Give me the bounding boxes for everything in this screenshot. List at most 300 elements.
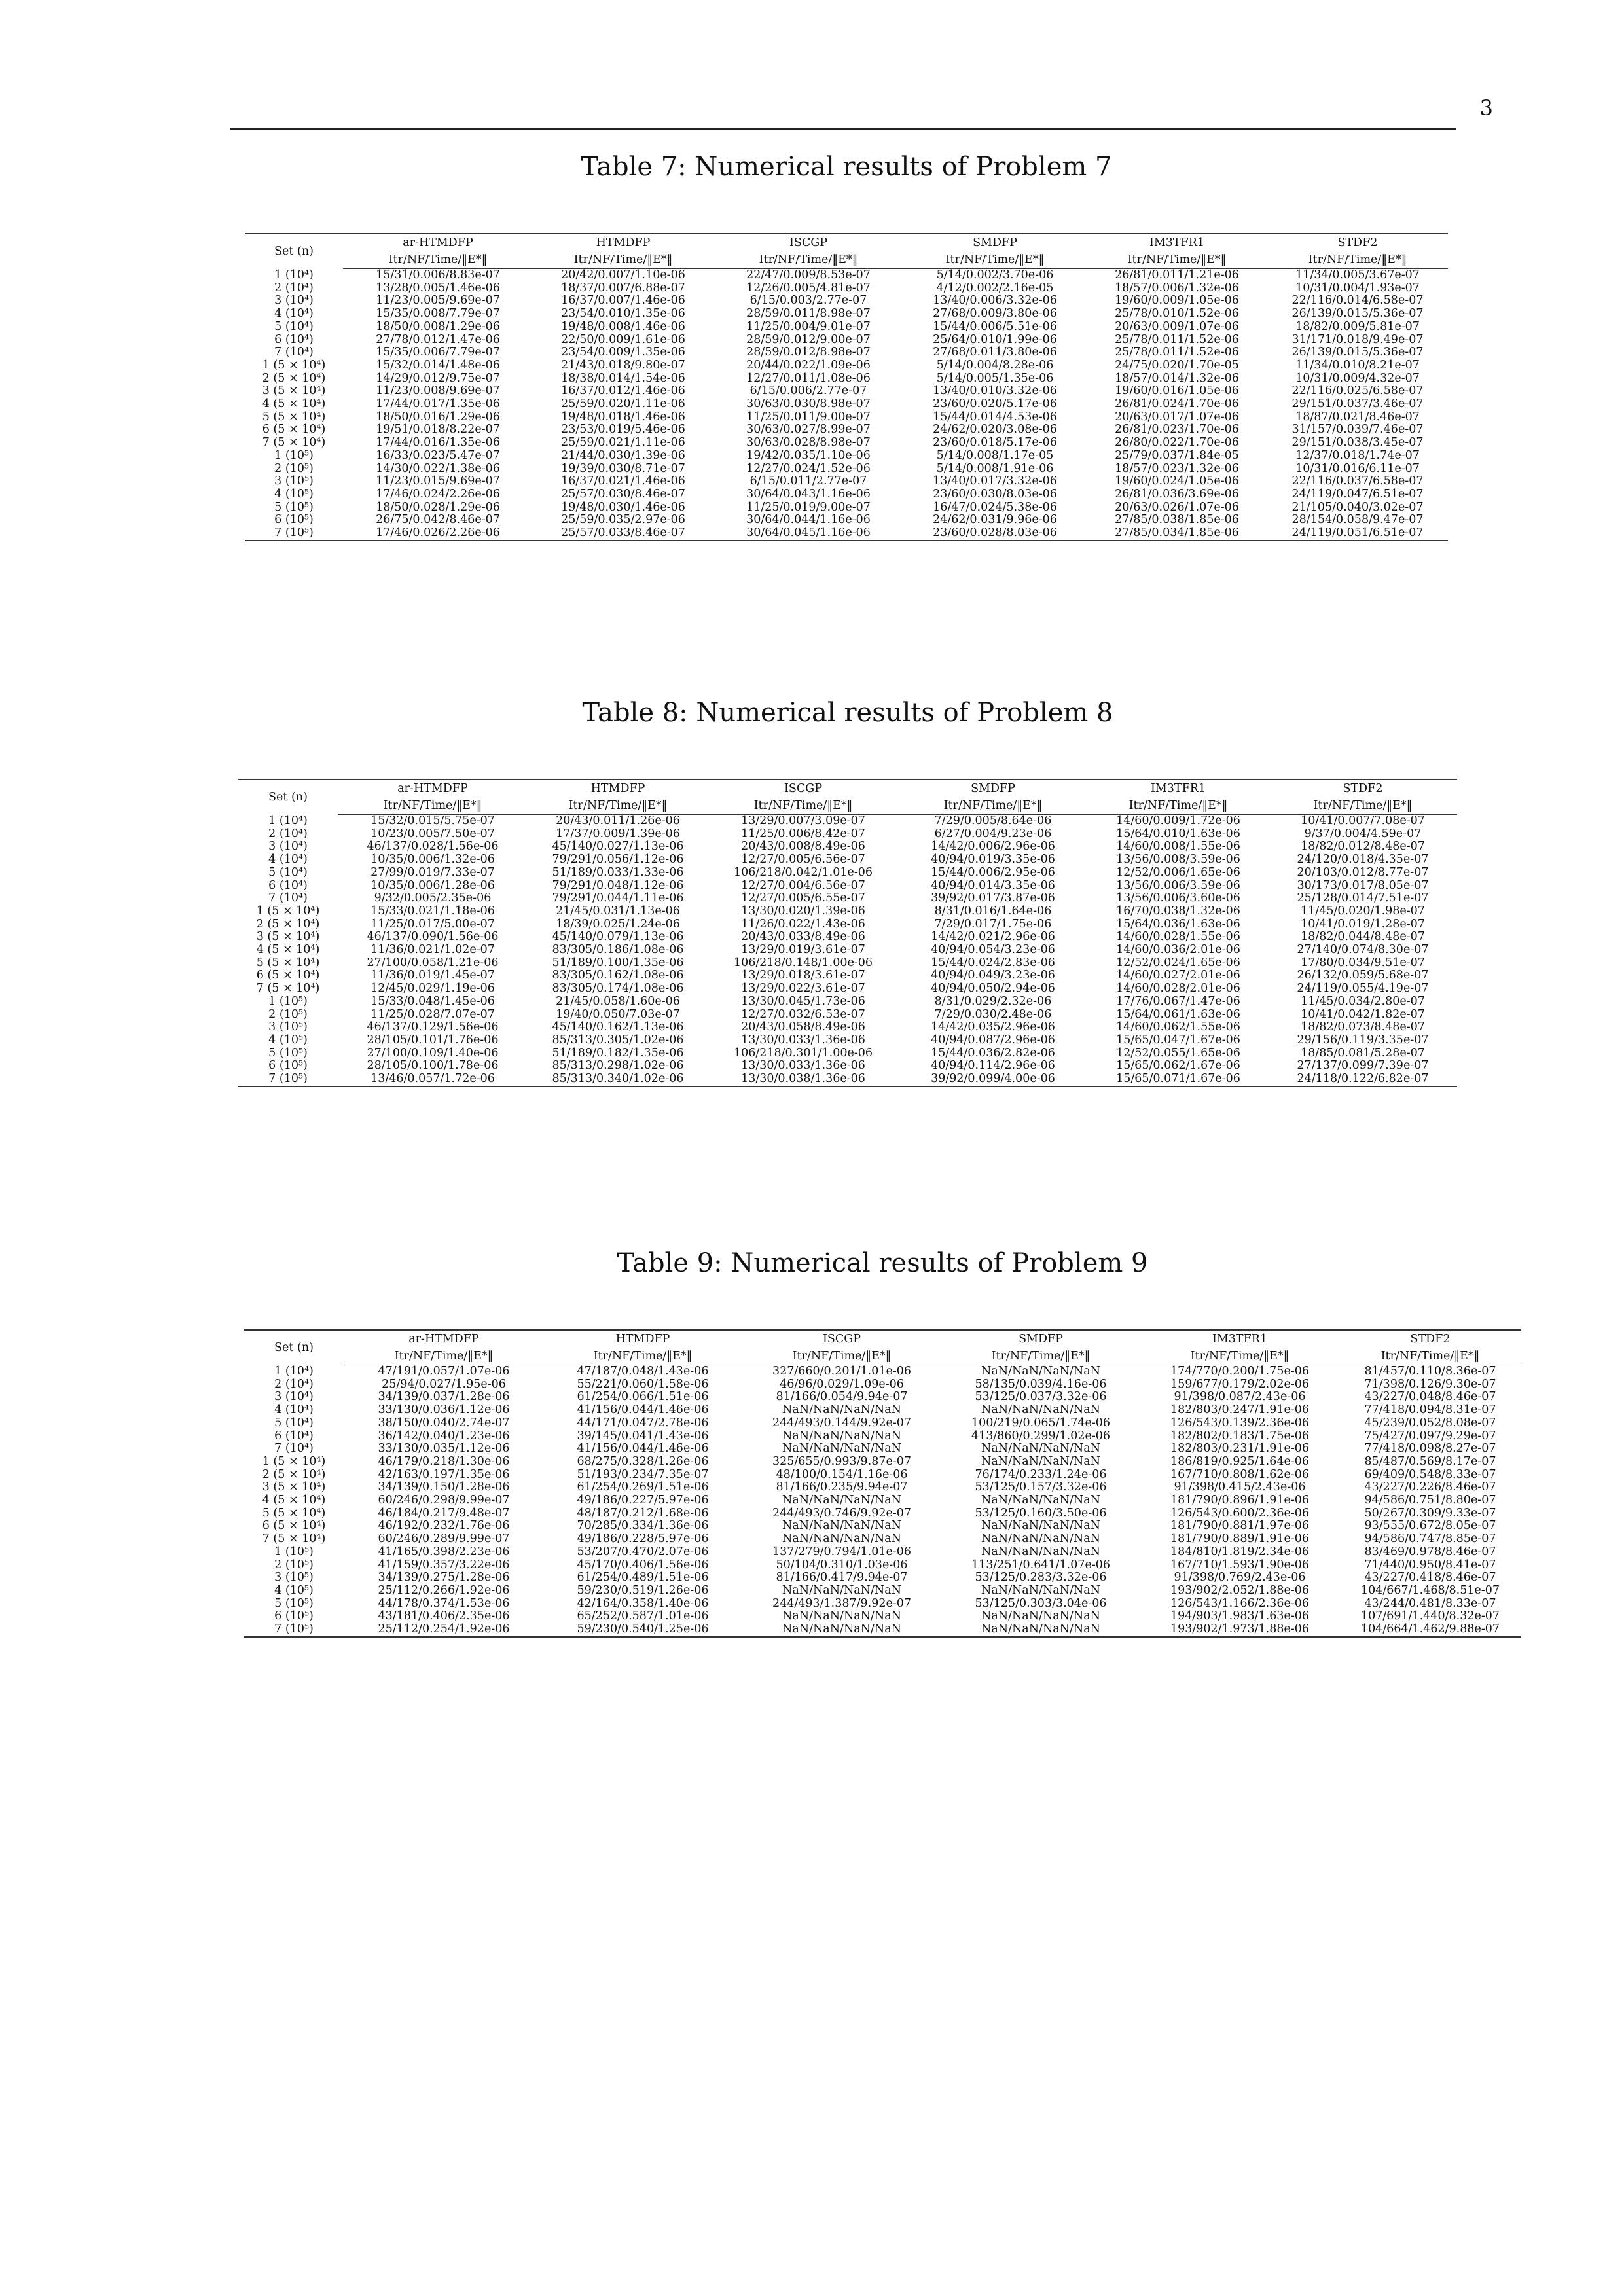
set-cell: 3 (10⁵) [274,1571,314,1585]
result-cell: 25/59/0.021/1.11e-06 [561,436,685,450]
result-cell: 41/165/0.398/2.23e-06 [378,1545,510,1558]
table-row [244,1520,1521,1533]
result-cell: 11/34/0.010/8.21e-07 [1295,358,1420,372]
result-cell: 21/45/0.058/1.60e-06 [556,994,680,1008]
table-9-section [244,1248,1521,1638]
result-cell: 11/23/0.015/9.69e-07 [376,475,500,488]
set-cell: 1 (10⁵) [268,994,308,1008]
result-cell: 11/34/0.005/3.67e-07 [1295,268,1420,281]
set-cell: 7 (5 × 10⁴) [256,982,320,996]
result-cell: 7/29/0.030/2.48e-06 [934,1007,1052,1021]
result-cell: 11/25/0.006/8.42e-07 [741,827,865,840]
result-cell: 15/44/0.014/4.53e-06 [933,410,1057,423]
result-cell: 10/31/0.016/6.11e-07 [1295,461,1420,475]
result-cell: 15/44/0.006/2.95e-06 [931,865,1055,879]
result-cell: 40/94/0.087/2.96e-06 [931,1033,1055,1047]
table-row [238,1021,1457,1034]
set-cell: 2 (10⁴) [274,281,314,295]
result-cell: 79/291/0.056/1.12e-06 [552,853,684,867]
result-cell: 43/244/0.481/8.33e-07 [1364,1596,1496,1610]
result-cell: 44/178/0.374/1.53e-06 [378,1596,510,1610]
result-cell: 18/82/0.009/5.81e-07 [1295,319,1420,333]
result-cell: 34/139/0.037/1.28e-06 [378,1390,510,1404]
table-row [244,1417,1521,1430]
set-column-header: Set (n) [244,1330,344,1365]
result-cell: 24/75/0.020/1.70e-05 [1115,358,1239,372]
set-cell: 4 (10⁴) [274,307,314,321]
results-table [245,233,1448,541]
result-cell: 40/94/0.114/2.96e-06 [931,1059,1055,1073]
table-row [238,905,1457,918]
set-cell: 5 (10⁴) [274,1416,314,1429]
result-cell: 53/125/0.303/3.04e-06 [975,1596,1107,1610]
result-cell: 40/94/0.050/2.94e-06 [931,982,1055,996]
result-cell: 85/313/0.305/1.02e-06 [552,1033,684,1047]
set-cell: 5 (5 × 10⁴) [262,1506,326,1520]
result-cell: 21/44/0.030/1.39e-06 [561,448,685,462]
table-row [238,1073,1457,1086]
result-cell: 5/14/0.008/1.17e-05 [936,448,1054,462]
method-header: HTMDFP [543,1330,742,1348]
method-header: STDF2 [1267,234,1448,251]
result-cell: 28/59/0.012/8.98e-07 [746,346,871,359]
table-row [244,1443,1521,1456]
result-cell: 26/81/0.023/1.70e-06 [1115,423,1239,437]
result-cell: NaN/NaN/NaN/NaN [981,1583,1100,1597]
set-cell: 1 (5 × 10⁴) [262,1454,326,1468]
set-cell: 2 (10⁵) [268,1007,308,1021]
result-cell: 51/193/0.234/7.35e-07 [577,1467,709,1481]
result-cell: NaN/NaN/NaN/NaN [941,1623,1140,1637]
result-cell: 25/128/0.014/7.51e-07 [1297,891,1429,905]
set-cell: 7 (10⁵) [244,1623,344,1637]
result-cell: 20/63/0.017/1.07e-06 [1115,410,1239,423]
result-cell: 28/105/0.100/1.78e-06 [367,1059,499,1073]
result-cell: 20/43/0.008/8.49e-06 [741,840,865,853]
method-header: IM3TFR1 [1087,234,1267,251]
result-cell: 15/35/0.006/7.79e-07 [376,346,500,359]
result-cell: 17/76/0.067/1.47e-06 [1116,994,1240,1008]
result-cell: 106/218/0.301/1.00e-06 [733,1046,873,1060]
result-cell: 13/29/0.007/3.09e-07 [741,814,865,827]
set-cell: 6 (5 × 10⁴) [262,1519,326,1533]
result-cell: 21/43/0.018/9.80e-07 [561,358,685,372]
result-cell: 25/112/0.254/1.92e-06 [344,1623,543,1637]
set-cell: 5 (10⁴) [268,865,308,879]
table-row [245,295,1448,308]
table-row [245,501,1448,514]
result-cell: 18/50/0.028/1.29e-06 [376,500,500,514]
result-cell: 20/103/0.012/8.77e-07 [1297,865,1429,879]
result-cell: 186/819/0.925/1.64e-06 [1170,1454,1310,1468]
result-cell: 23/54/0.010/1.35e-06 [561,307,685,321]
result-cell: NaN/NaN/NaN/NaN [742,1623,941,1637]
result-cell: 59/230/0.519/1.26e-06 [577,1583,709,1597]
result-cell: 29/151/0.038/3.45e-07 [1291,436,1424,450]
result-cell: NaN/NaN/NaN/NaN [782,1609,901,1623]
set-cell: 3 (5 × 10⁴) [262,1480,326,1494]
result-cell: 13/30/0.038/1.36e-06 [708,1073,898,1086]
set-cell: 3 (5 × 10⁴) [256,930,320,944]
table-row [245,282,1448,295]
result-cell: 24/119/0.055/4.19e-07 [1297,982,1429,996]
metric-subheader: Itr/NF/Time/‖E*‖ [1339,1348,1521,1365]
result-cell: 91/398/0.769/2.43e-06 [1174,1571,1306,1585]
table-row [244,1404,1521,1417]
result-cell: 17/37/0.009/1.39e-06 [556,827,680,840]
set-cell: 7 (10⁴) [274,1442,314,1456]
table-row [245,321,1448,334]
result-cell: 15/33/0.021/1.18e-06 [370,904,495,918]
set-cell: 7 (10⁵) [238,1073,338,1086]
result-cell: 83/305/0.174/1.08e-06 [552,982,684,996]
metric-subheader: Itr/NF/Time/‖E*‖ [343,251,533,269]
table-row [238,1009,1457,1022]
table-row [245,514,1448,527]
result-cell: 12/27/0.032/6.53e-07 [741,1007,865,1021]
method-header: SMDFP [903,234,1087,251]
result-cell: 4/12/0.002/2.16e-05 [936,281,1054,295]
set-cell: 1 (10⁴) [268,814,308,827]
result-cell: 60/246/0.298/9.99e-07 [378,1494,510,1507]
result-cell: 75/427/0.097/9.29e-07 [1364,1429,1496,1443]
result-cell: 40/94/0.054/3.23e-06 [931,943,1055,957]
result-cell: 17/46/0.024/2.26e-06 [376,487,500,501]
table-row [238,1034,1457,1047]
set-column-header: Set (n) [238,780,338,815]
result-cell: 9/37/0.004/4.59e-07 [1304,827,1422,840]
result-cell: 46/96/0.029/1.09e-06 [780,1377,904,1391]
result-cell: NaN/NaN/NaN/NaN [981,1545,1100,1558]
result-cell: 27/99/0.019/7.33e-07 [370,865,495,879]
table-row [238,944,1457,957]
result-cell: 36/142/0.040/1.23e-06 [378,1429,510,1443]
result-cell: 27/85/0.038/1.85e-06 [1115,513,1239,527]
result-cell: 19/60/0.016/1.05e-06 [1115,384,1239,398]
result-cell: 45/140/0.162/1.13e-06 [552,1020,684,1034]
result-cell: 15/64/0.036/1.63e-06 [1116,917,1240,931]
result-cell: 5/14/0.002/3.70e-06 [936,268,1054,281]
result-cell: 81/457/0.110/8.36e-07 [1364,1365,1496,1378]
result-cell: 51/189/0.033/1.33e-06 [552,865,684,879]
table-row [244,1507,1521,1520]
result-cell: 26/75/0.042/8.46e-07 [376,513,500,527]
table-row [238,892,1457,905]
result-cell: NaN/NaN/NaN/NaN [981,1365,1100,1378]
result-cell: 8/31/0.016/1.64e-06 [934,904,1052,918]
result-cell: 194/903/1.983/1.63e-06 [1170,1609,1310,1623]
table-row [238,969,1457,982]
result-cell: 23/60/0.028/8.03e-06 [903,527,1087,541]
result-cell: 85/313/0.340/1.02e-06 [528,1073,708,1086]
result-cell: 11/25/0.028/7.07e-07 [370,1007,495,1021]
table-row [244,1391,1521,1404]
result-cell: 15/35/0.008/7.79e-07 [376,307,500,321]
result-cell: 126/543/1.166/2.36e-06 [1170,1596,1310,1610]
result-cell: 29/151/0.037/3.46e-07 [1291,397,1424,411]
result-cell: 19/48/0.008/1.46e-06 [561,319,685,333]
result-cell: 18/57/0.006/1.32e-06 [1115,281,1239,295]
result-cell: 6/15/0.011/2.77e-07 [749,475,867,488]
table-row [245,346,1448,359]
result-cell: 18/82/0.012/8.48e-07 [1301,840,1425,853]
result-cell: 22/47/0.009/8.53e-07 [746,268,871,281]
set-cell: 2 (10⁵) [274,1558,314,1571]
result-cell: 181/790/0.881/1.97e-06 [1170,1519,1310,1533]
result-cell: 6/27/0.004/9.23e-06 [934,827,1052,840]
table-row [245,308,1448,321]
result-cell: 17/80/0.034/9.51e-07 [1301,956,1425,969]
metric-subheader: Itr/NF/Time/‖E*‖ [1269,797,1457,815]
result-cell: 77/418/0.098/8.27e-07 [1364,1442,1496,1456]
table-row [244,1494,1521,1507]
table-row [238,880,1457,893]
result-cell: 27/137/0.099/7.39e-07 [1297,1059,1429,1073]
result-cell: 46/179/0.218/1.30e-06 [378,1454,510,1468]
result-cell: 244/493/0.144/9.92e-07 [772,1416,912,1429]
metric-subheader: Itr/NF/Time/‖E*‖ [1087,251,1267,269]
result-cell: 28/154/0.058/9.47e-07 [1291,513,1424,527]
result-cell: 23/53/0.019/5.46e-06 [561,423,685,437]
method-header: HTMDFP [533,234,713,251]
result-cell: 11/25/0.004/9.01e-07 [746,319,871,333]
set-cell: 1 (10⁵) [274,1545,314,1558]
result-cell: 19/60/0.024/1.05e-06 [1115,475,1239,488]
result-cell: 28/105/0.101/1.76e-06 [367,1033,499,1047]
set-cell: 7 (5 × 10⁴) [262,436,326,450]
table-row [244,1623,1521,1637]
result-cell: 14/60/0.036/2.01e-06 [1116,943,1240,957]
result-cell: 13/46/0.057/1.72e-06 [338,1073,528,1086]
result-cell: 27/68/0.009/3.80e-06 [933,307,1057,321]
set-cell: 6 (10⁵) [274,1609,314,1623]
result-cell: 71/440/0.950/8.41e-07 [1364,1558,1496,1571]
metric-subheader: Itr/NF/Time/‖E*‖ [742,1348,941,1365]
result-cell: 21/105/0.040/3.02e-07 [1291,500,1424,514]
result-cell: 47/187/0.048/1.43e-06 [577,1365,709,1378]
result-cell: 13/29/0.018/3.61e-07 [741,969,865,982]
result-cell: 12/52/0.006/1.65e-06 [1116,865,1240,879]
set-cell: 3 (10⁴) [274,1390,314,1404]
set-cell: 3 (10⁵) [268,1020,308,1034]
result-cell: 25/59/0.035/2.97e-06 [561,513,685,527]
result-cell: 20/63/0.009/1.07e-06 [1115,319,1239,333]
result-cell: 9/32/0.005/2.35e-06 [374,891,492,905]
set-cell: 6 (5 × 10⁴) [256,969,320,982]
result-cell: 25/57/0.033/8.46e-07 [533,527,713,541]
result-cell: 12/52/0.055/1.65e-06 [1116,1046,1240,1060]
result-cell: 11/25/0.011/9.00e-07 [746,410,871,423]
table-caption: Table 8: Numerical results of Problem 8 [582,698,1113,728]
result-cell: 13/56/0.008/3.59e-06 [1116,853,1240,867]
table-row [245,423,1448,437]
result-cell: 79/291/0.044/1.11e-06 [552,891,684,905]
result-cell: 61/254/0.269/1.51e-06 [577,1480,709,1494]
result-cell: 15/65/0.047/1.67e-06 [1116,1033,1240,1047]
result-cell: 19/42/0.035/1.10e-06 [746,448,871,462]
result-cell: 14/30/0.022/1.38e-06 [376,461,500,475]
result-cell: 18/39/0.025/1.24e-06 [556,917,680,931]
result-cell: 26/132/0.059/5.68e-07 [1297,969,1429,982]
result-cell: NaN/NaN/NaN/NaN [981,1442,1100,1456]
result-cell: 25/78/0.011/1.52e-06 [1115,332,1239,346]
result-cell: 20/42/0.007/1.10e-06 [561,268,685,281]
result-cell: 18/50/0.016/1.29e-06 [376,410,500,423]
result-cell: 22/116/0.037/6.58e-07 [1291,475,1424,488]
result-cell: 30/64/0.045/1.16e-06 [713,527,903,541]
result-cell: 83/305/0.162/1.08e-06 [552,969,684,982]
result-cell: 10/35/0.006/1.28e-06 [370,878,495,892]
result-cell: 51/189/0.100/1.35e-06 [552,956,684,969]
result-cell: 61/254/0.489/1.51e-06 [577,1571,709,1585]
result-cell: NaN/NaN/NaN/NaN [981,1494,1100,1507]
result-cell: 30/63/0.028/8.98e-07 [746,436,871,450]
table-row [245,269,1448,282]
table-row [245,359,1448,372]
result-cell: 13/40/0.017/3.32e-06 [933,475,1057,488]
result-cell: 14/60/0.028/2.01e-06 [1116,982,1240,996]
result-cell: 33/130/0.036/1.12e-06 [378,1403,510,1417]
set-cell: 3 (10⁴) [274,294,314,308]
table-row [238,828,1457,841]
results-table [244,1329,1521,1638]
set-cell: 7 (10⁴) [274,346,314,359]
result-cell: 39/92/0.017/3.87e-06 [931,891,1055,905]
table-row [238,840,1457,853]
result-cell: 27/68/0.011/3.80e-06 [933,346,1057,359]
result-cell: 167/710/0.808/1.62e-06 [1170,1467,1310,1481]
set-cell: 6 (5 × 10⁴) [262,423,326,437]
table-row [238,957,1457,970]
result-cell: 76/174/0.233/1.24e-06 [975,1467,1107,1481]
table-row [244,1430,1521,1443]
result-cell: 14/42/0.021/2.96e-06 [931,930,1055,944]
set-cell: 1 (5 × 10⁴) [256,904,320,918]
result-cell: 46/192/0.232/1.76e-06 [378,1519,510,1533]
set-cell: 6 (10⁵) [274,513,314,527]
result-cell: 26/139/0.015/5.36e-07 [1291,307,1424,321]
result-cell: 182/803/0.247/1.91e-06 [1170,1403,1310,1417]
result-cell: 41/159/0.357/3.22e-06 [378,1558,510,1571]
result-cell: 26/139/0.015/5.36e-07 [1291,346,1424,359]
result-cell: 49/186/0.227/5.97e-06 [577,1494,709,1507]
set-cell: 2 (5 × 10⁴) [262,1467,326,1481]
result-cell: 7/29/0.005/8.64e-06 [934,814,1052,827]
result-cell: 31/157/0.039/7.46e-07 [1291,423,1424,437]
metric-subheader: Itr/NF/Time/‖E*‖ [543,1348,742,1365]
result-cell: 53/207/0.470/2.07e-06 [577,1545,709,1558]
result-cell: 104/667/1.468/8.51e-07 [1360,1583,1500,1597]
result-cell: 12/27/0.005/6.56e-07 [741,853,865,867]
set-cell: 1 (5 × 10⁴) [262,358,326,372]
result-cell: 18/85/0.081/5.28e-07 [1301,1046,1425,1060]
set-cell: 1 (10⁴) [274,268,314,281]
result-cell: 106/218/0.148/1.00e-06 [733,956,873,969]
result-cell: 193/902/2.052/1.88e-06 [1170,1583,1310,1597]
result-cell: 65/252/0.587/1.01e-06 [577,1609,709,1623]
result-cell: 11/45/0.034/2.80e-07 [1301,994,1425,1008]
result-cell: 34/139/0.275/1.28e-06 [378,1571,510,1585]
metric-subheader: Itr/NF/Time/‖E*‖ [533,251,713,269]
result-cell: 15/31/0.006/8.83e-07 [376,268,500,281]
table-row [238,867,1457,880]
result-cell: 26/81/0.011/1.21e-06 [1115,268,1239,281]
set-cell: 7 (10⁴) [268,891,308,905]
result-cell: 244/493/1.387/9.92e-07 [772,1596,912,1610]
result-cell: 15/33/0.048/1.45e-06 [370,994,495,1008]
table-7-section [245,152,1448,541]
set-cell: 3 (10⁵) [274,475,314,488]
table-row [244,1533,1521,1546]
result-cell: 83/469/0.978/8.46e-07 [1364,1545,1496,1558]
set-cell: 4 (10⁴) [268,853,308,867]
method-header: ar-HTMDFP [344,1330,543,1348]
result-cell: 19/60/0.009/1.05e-06 [1115,294,1239,308]
result-cell: 13/30/0.020/1.39e-06 [741,904,865,918]
result-cell: 25/79/0.037/1.84e-05 [1115,448,1239,462]
result-cell: 24/119/0.051/6.51e-07 [1267,527,1448,541]
result-cell: 14/42/0.006/2.96e-06 [931,840,1055,853]
result-cell: 325/655/0.993/9.87e-07 [772,1454,912,1468]
set-cell: 6 (10⁴) [274,1429,314,1443]
table-row [244,1456,1521,1469]
method-header: STDF2 [1339,1330,1521,1348]
result-cell: 11/36/0.021/1.02e-07 [370,943,495,957]
result-cell: 81/166/0.235/9.94e-07 [776,1480,908,1494]
result-cell: 94/586/0.751/8.80e-07 [1364,1494,1496,1507]
result-cell: 27/100/0.109/1.40e-06 [367,1046,499,1060]
result-cell: NaN/NaN/NaN/NaN [981,1609,1100,1623]
result-cell: 12/27/0.005/6.55e-07 [741,891,865,905]
result-cell: 15/44/0.036/2.82e-06 [931,1046,1055,1060]
table-row [245,527,1448,541]
table-row [245,488,1448,501]
result-cell: 31/171/0.018/9.49e-07 [1291,332,1424,346]
result-cell: 12/27/0.004/6.56e-07 [741,878,865,892]
result-cell: 25/57/0.030/8.46e-07 [561,487,685,501]
table-row [244,1469,1521,1482]
table-row [245,372,1448,386]
result-cell: 18/38/0.014/1.54e-06 [561,371,685,385]
result-cell: 126/543/0.139/2.36e-06 [1170,1416,1310,1429]
set-cell: 7 (5 × 10⁴) [262,1532,326,1546]
result-cell: 28/59/0.012/9.00e-07 [746,332,871,346]
result-cell: 20/43/0.033/8.49e-06 [741,930,865,944]
metric-subheader: Itr/NF/Time/‖E*‖ [1140,1348,1339,1365]
metric-subheader: Itr/NF/Time/‖E*‖ [344,1348,543,1365]
result-cell: 42/163/0.197/1.35e-06 [378,1467,510,1481]
method-header: SMDFP [941,1330,1140,1348]
set-cell: 5 (10⁵) [274,500,314,514]
method-header: ISCGP [713,234,903,251]
result-cell: 13/30/0.033/1.36e-06 [741,1033,865,1047]
result-cell: 244/493/0.746/9.92e-07 [772,1506,912,1520]
result-cell: 14/42/0.035/2.96e-06 [931,1020,1055,1034]
table-row [245,334,1448,347]
set-cell: 2 (10⁵) [274,461,314,475]
result-cell: 59/230/0.540/1.25e-06 [543,1623,742,1637]
result-cell: 13/30/0.033/1.36e-06 [741,1059,865,1073]
set-cell: 4 (10⁴) [274,1403,314,1417]
result-cell: 5/14/0.008/1.91e-06 [936,461,1054,475]
set-cell: 4 (10⁵) [274,1583,314,1597]
result-cell: 14/60/0.062/1.55e-06 [1116,1020,1240,1034]
set-cell: 4 (5 × 10⁴) [256,943,320,957]
result-cell: 13/29/0.019/3.61e-07 [741,943,865,957]
result-cell: 85/313/0.298/1.02e-06 [552,1059,684,1073]
result-cell: 18/37/0.007/6.88e-07 [561,281,685,295]
method-header: STDF2 [1269,780,1457,797]
